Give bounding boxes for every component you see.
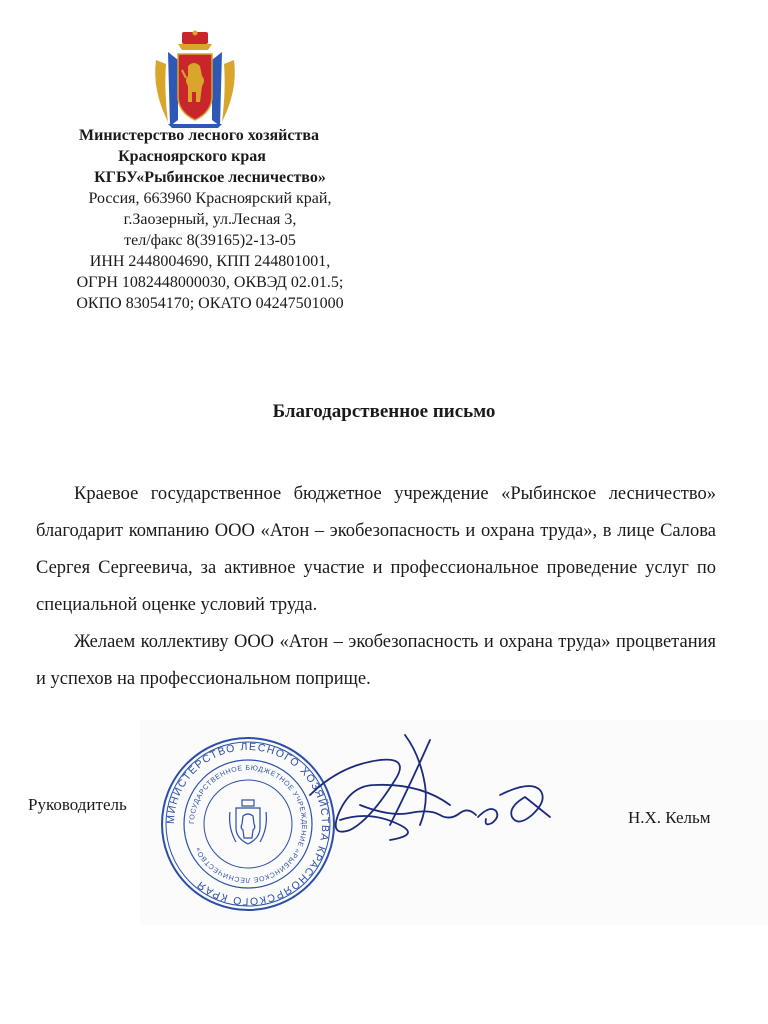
phone-fax: тел/факс 8(39165)2-13-05 xyxy=(124,232,296,249)
paragraph-gratitude: Краевое государственное бюджетное учреждение «Рыбинское лесничество» благодарит компанию ООО «Атон – экобезопасность и охрана труда», в лице Салова Сергея Сергеевича, за активное участие и профессиональное проведение услуг по специальной оценке условий труда. xyxy=(36,484,716,615)
inn-kpp: ИНН 2448004690, КПП 244801001, xyxy=(89,253,331,270)
handwritten-signature xyxy=(300,725,560,865)
seal-outer-text: МИНИСТЕРСТВО ЛЕСНОГО ХОЗЯЙСТВА КРАСНОЯРСКОГО КРАЯ xyxy=(164,740,332,908)
ministry-name: Министерство лесного хозяйства xyxy=(79,127,319,144)
signatory-role: Руководитель xyxy=(28,795,127,814)
address-line-2: г.Заозерный, ул.Лесная 3, xyxy=(123,211,297,228)
svg-text:ГОСУДАРСТВЕННОЕ БЮДЖЕТНОЕ УЧРЕ xyxy=(189,765,307,883)
document-title: Благодарственное письмо xyxy=(272,401,496,422)
organization-name: КГБУ«Рыбинское лесничество» xyxy=(94,169,326,186)
seal-inner-text: ГОСУДАРСТВЕННОЕ БЮДЖЕТНОЕ УЧРЕЖДЕНИЕ «РЫБИНСКОЕ ЛЕСНИЧЕСТВО» xyxy=(188,764,308,884)
letter-body xyxy=(36,476,716,698)
okpo-okato: ОКПО 83054170; ОКАТО 04247501000 xyxy=(76,295,344,312)
coat-of-arms-icon xyxy=(148,30,242,130)
paragraph-wishes: Желаем коллективу ООО «Атон – экобезопасность и охрана труда» процветания и успехов на профессиональном поприще. xyxy=(36,632,716,689)
address-line-1: Россия, 663960 Красноярский край, xyxy=(88,190,332,207)
ogrn-okved: ОГРН 1082448000030, ОКВЭД 02.01.5; xyxy=(76,274,344,291)
signatory-name: Н.Х. Кельм xyxy=(628,808,711,827)
region-name: Красноярского края xyxy=(118,148,266,165)
